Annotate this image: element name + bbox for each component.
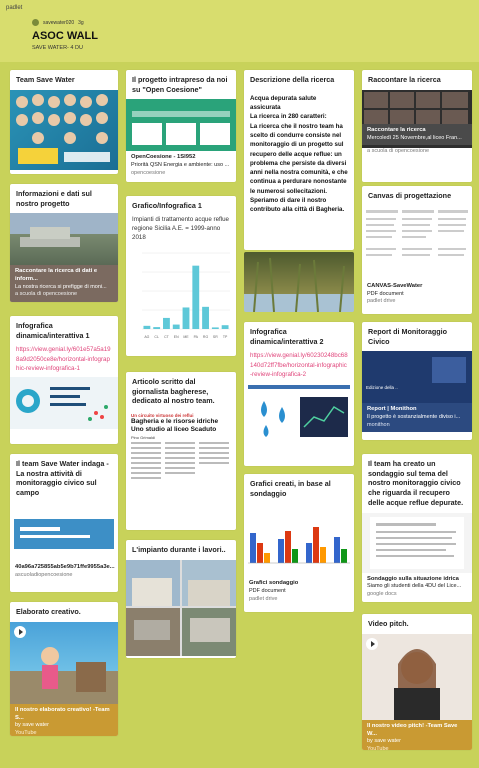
- bar-chart: [126, 247, 236, 343]
- article-byline: Pino Grimaldi: [131, 435, 156, 441]
- post-indaga[interactable]: [10, 454, 118, 592]
- post-title: Team Save Water: [16, 75, 75, 84]
- video-thumbnail[interactable]: [10, 503, 118, 561]
- post-title: Articolo scritto dal giornalista bagherese, dedicato al nostro team.: [132, 377, 215, 406]
- post-caption: Il nostro video pitch! -Team Save W... by save water YouTube: [362, 720, 472, 750]
- chart-bar: [153, 327, 160, 329]
- canvas-document-preview: [362, 206, 472, 280]
- report-banner-image: [362, 351, 472, 403]
- post-title: Grafico/Infografica 1: [132, 201, 202, 210]
- post-title: L'impianto durante i lavori..: [132, 545, 226, 554]
- chart-bar: [183, 307, 190, 329]
- post-report[interactable]: [362, 322, 472, 440]
- post-caption: OpenCoesione - 1SI952 Priorità QSN Energia e ambiente: uso ... opencoesione: [131, 154, 230, 176]
- team-collage-image: [10, 90, 118, 170]
- post-raccontare[interactable]: [362, 70, 472, 182]
- chart-bar: [173, 324, 180, 328]
- post-title: Report di Monitoraggio Civico: [368, 327, 448, 346]
- chart-bar: [222, 325, 229, 329]
- post-title: Il progetto intrapreso da noi su "Open Coesione": [132, 75, 228, 94]
- chart-x-tick: RG: [202, 334, 209, 339]
- chart-x-tick: AG: [144, 334, 150, 339]
- chart-bar: [192, 265, 199, 328]
- construction-photo: [126, 560, 236, 656]
- wall-title: ASOC WALL: [32, 30, 98, 42]
- post-progetto[interactable]: [126, 70, 236, 182]
- article-kicker: Un circuito virtuoso dei reflui: [131, 413, 194, 419]
- post-infografica-1[interactable]: [10, 316, 118, 444]
- post-elaborato[interactable]: [10, 602, 118, 736]
- post-caption: Raccontare la ricerca Mercoledì 25 Novembre,al liceo Fran...: [362, 124, 472, 145]
- post-text: Impianti di trattamento acque reflue regione Sicilia A.E. = 1999-anno 2018: [132, 215, 229, 241]
- post-title: Descrizione della ricerca: [250, 75, 335, 84]
- post-title: Raccontare la ricerca: [368, 75, 441, 84]
- elaborato-video-thumbnail[interactable]: [10, 622, 118, 704]
- post-team[interactable]: [10, 70, 118, 174]
- post-grafici[interactable]: [244, 474, 354, 612]
- reeds-photo[interactable]: [244, 252, 354, 312]
- post-title: Canvas di progettazione: [368, 191, 452, 200]
- post-title: Il team Save Water indaga - La nostra attività di monitoraggio civico sul campo: [16, 459, 109, 498]
- post-body: Acqua depurata salute assicurata La ricerca in 280 caratteri: La ricerca che il nostro team ha scelto di condurre consiste nel monitoraggio di un progetto sul recupero delle acque reflue: un problema che persiste da diversi anni nella nostra comunità, e che continua a perdurare nonostante le numerosi sollecitazioni. Speriamo di dare il nostro contributo alla città di Bagheria.: [250, 94, 348, 214]
- post-canvas[interactable]: [362, 186, 472, 314]
- post-video-pitch[interactable]: [362, 614, 472, 750]
- infografica-1-link[interactable]: https://view.genial.ly/601e57a5a198a9d2050ce8e/horizontal-infographic-review-infografica-1: [16, 346, 111, 373]
- chart-x-tick: TP: [222, 334, 228, 339]
- chart-bar: [202, 307, 209, 329]
- wall-subtitle: SAVE WATER- 4 DU: [32, 45, 83, 51]
- post-impianto[interactable]: [126, 540, 236, 658]
- post-title: Il team ha creato un sondaggio sul tema del nostro monitoraggio civico che riguarda il recupero delle acque reflue depurate.: [368, 459, 464, 507]
- author-name[interactable]: savewater020: [43, 19, 75, 26]
- opencoesione-screenshot: [126, 99, 236, 151]
- wall-header: [0, 0, 479, 62]
- post-title: Elaborato creativo.: [16, 607, 81, 616]
- play-icon[interactable]: [366, 638, 378, 650]
- post-descrizione[interactable]: [244, 70, 354, 250]
- post-time: 3g: [78, 19, 84, 26]
- post-infografica-2[interactable]: [244, 322, 354, 466]
- chart-x-tick: ME: [183, 334, 189, 339]
- post-caption: CANVAS-SaveWater PDF document padlet drive: [367, 282, 423, 304]
- post-title: Grafici creati, in base al sondaggio: [250, 479, 331, 498]
- chart-x-tick: PA: [193, 334, 198, 339]
- post-title: Infografica dinamica/interattiva 2: [250, 327, 324, 346]
- infographic-preview-image: [10, 377, 118, 429]
- report-banner-text: Edizione della ..: [366, 385, 398, 391]
- post-caption: Il nostro elaborato creativo! -Team S... by save water YouTube: [10, 704, 118, 736]
- newspaper-article: [126, 411, 236, 521]
- post-articolo[interactable]: [126, 372, 236, 530]
- chart-x-tick: EN: [173, 334, 179, 339]
- post-caption: 40a96a725855ab5e9b71ffe9955a3e... ascuoladiopencoesione: [15, 563, 115, 578]
- infographic-2-preview: [244, 383, 354, 445]
- post-source: a scuola di opencoesione: [367, 147, 430, 154]
- post-title: Informazioni e dati sul nostro progetto: [16, 189, 92, 208]
- post-caption: Report | Monithon Il progetto è sostanzialmente diviso i... monithon: [362, 403, 472, 432]
- post-info[interactable]: [10, 184, 118, 302]
- team-faces-icon: [10, 90, 118, 170]
- chart-bar: [212, 327, 219, 329]
- video-pitch-thumbnail[interactable]: [362, 634, 472, 720]
- treatment-plant-image: [10, 213, 118, 265]
- post-caption: Grafici sondaggio PDF document padlet drive: [249, 580, 299, 602]
- post-title: Video pitch.: [368, 619, 409, 628]
- article-headline: Bagheria e le risorse idriche Uno studio al liceo Scaduto: [131, 418, 219, 433]
- post-caption: Raccontare la ricerca di dati e inform... La nostra ricerca si prefigge di moni... a scuola di opencoesione: [10, 265, 118, 301]
- post-title: Infografica dinamica/interattiva 1: [16, 321, 90, 340]
- chart-bar: [163, 318, 170, 329]
- post-grafico[interactable]: [126, 196, 236, 356]
- post-caption: Sondaggio sulla situazione idrica Siamo gli studenti della 4DU del Lice... google docs: [367, 575, 462, 597]
- chart-bar: [143, 326, 150, 329]
- chart-x-tick: SR: [212, 334, 218, 339]
- survey-document-preview: [362, 513, 472, 573]
- chart-x-tick: CT: [164, 334, 169, 339]
- play-icon[interactable]: [14, 626, 26, 638]
- survey-charts-preview: [244, 503, 354, 577]
- post-sondaggio[interactable]: [362, 454, 472, 602]
- padlet-logo[interactable]: padlet: [6, 5, 23, 11]
- author-row: [32, 19, 84, 26]
- chart-x-tick: CL: [154, 334, 159, 339]
- infografica-2-link[interactable]: https://view.genial.ly/60230248bc68140d72ff7fbe/horizontal-infographic-review-infografica-2: [250, 352, 348, 379]
- author-avatar[interactable]: [32, 19, 39, 26]
